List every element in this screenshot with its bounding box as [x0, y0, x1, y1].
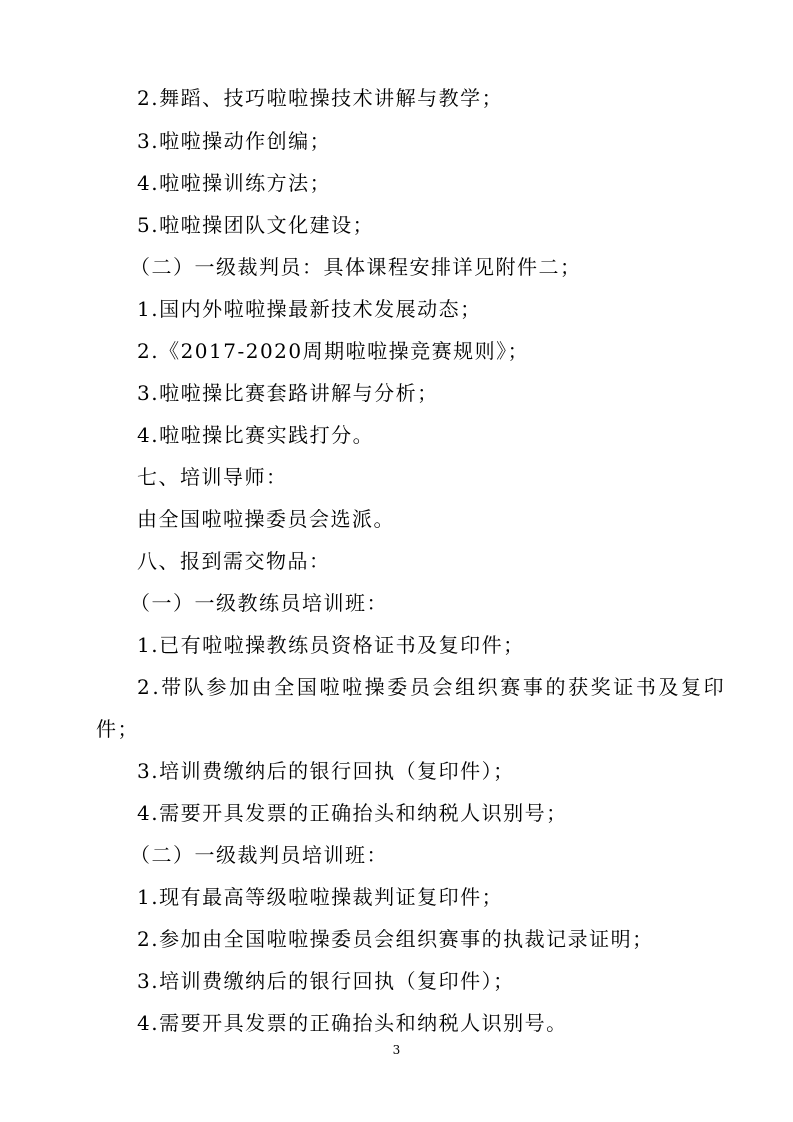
body-line: 由全国啦啦操委员会选派。	[137, 507, 395, 531]
body-line: 1.国内外啦啦操最新技术发展动态；	[137, 297, 482, 321]
body-line: 2.舞蹈、技巧啦啦操技术讲解与教学；	[137, 86, 504, 110]
section-heading: 八、报到需交物品：	[137, 549, 331, 573]
body-line: 4.啦啦操训练方法；	[137, 171, 332, 195]
body-line: 2.参加由全国啦啦操委员会组织赛事的执裁记录证明；	[137, 927, 654, 951]
body-line: 4.需要开具发票的正确抬头和纳税人识别号；	[137, 801, 568, 825]
body-line: 3.培训费缴纳后的银行回执（复印件）；	[137, 759, 515, 783]
body-line: 3.啦啦操动作创编；	[137, 129, 332, 153]
body-line: 5.啦啦操团队文化建设；	[137, 213, 375, 237]
section-heading: （二）一级裁判员：具体课程安排详见附件二；	[130, 255, 582, 279]
section-heading: （一）一级教练员培训班：	[130, 591, 388, 615]
body-line: 1.现有最高等级啦啦操裁判证复印件；	[137, 885, 504, 909]
body-line: 4.需要开具发票的正确抬头和纳税人识别号。	[137, 1011, 568, 1035]
body-line: 2.带队参加由全国啦啦操委员会组织赛事的获奖证书及复印	[137, 675, 727, 699]
body-line-continuation: 件；	[96, 717, 139, 741]
body-line: 4.啦啦操比赛实践打分。	[137, 423, 375, 447]
section-heading: 七、培训导师：	[137, 465, 288, 489]
body-line: 3.培训费缴纳后的银行回执（复印件）；	[137, 969, 515, 993]
body-line: 3.啦啦操比赛套路讲解与分析；	[137, 381, 439, 405]
body-line: 2.《2017-2020周期啦啦操竞赛规则》；	[137, 339, 530, 363]
body-line: 1.已有啦啦操教练员资格证书及复印件；	[137, 633, 525, 657]
section-heading: （二）一级裁判员培训班：	[130, 843, 388, 867]
page-number: 3	[392, 1043, 401, 1057]
